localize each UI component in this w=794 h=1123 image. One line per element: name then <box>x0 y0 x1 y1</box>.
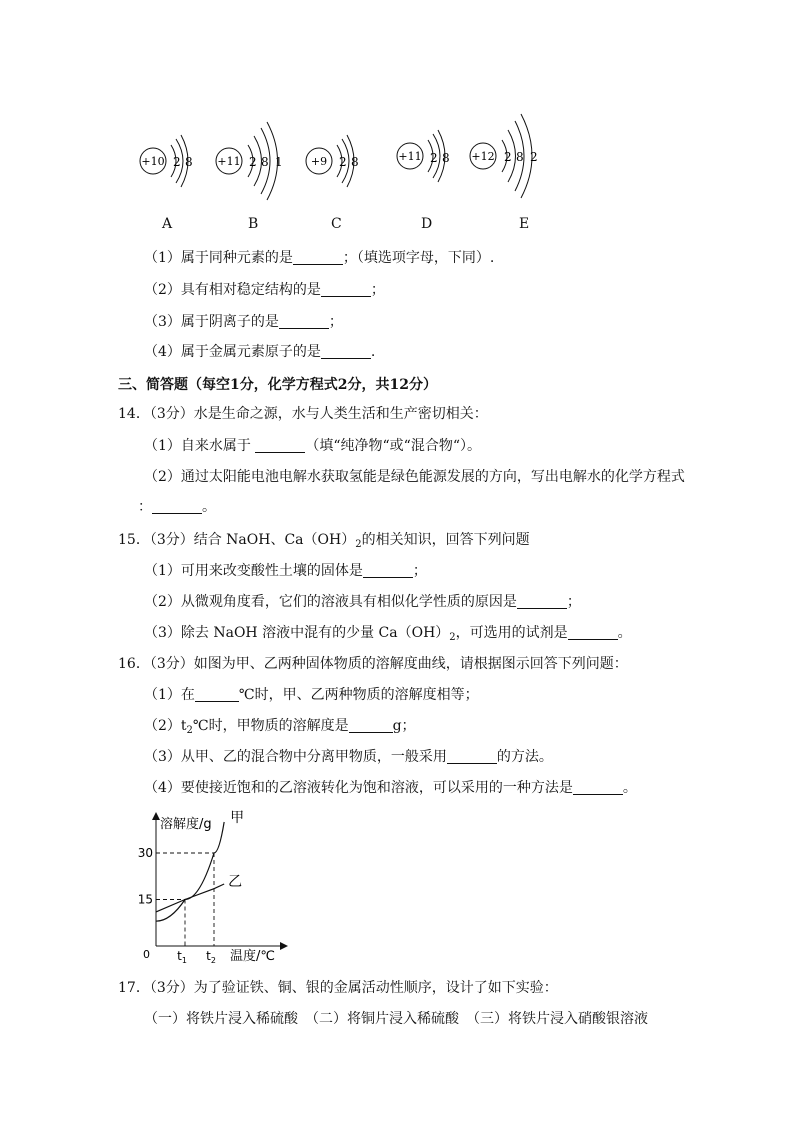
q16-part-2: $(2)t_2℃$时，甲物质的溶解度是 g； <box>144 718 416 736</box>
answer-blank[interactable] <box>321 344 371 359</box>
shell-electrons: 2 <box>430 151 438 165</box>
q15-part-3: （3）除去 NaOH 溶液中混有的少量 $Ca(OH)_2$，可选用的试剂是 。 <box>144 625 632 643</box>
q17-experiments: （一）将铁片浸入稀硫酸 （二）将铜片浸入稀硫酸 （三）将铁片浸入硝酸银溶液 <box>144 1011 648 1027</box>
shell-electrons: 2 <box>530 150 538 164</box>
answer-blank[interactable] <box>363 563 413 578</box>
answer-blank[interactable] <box>349 718 393 733</box>
q13-part-4: （4）属于金属元素原子的是 . <box>144 344 376 360</box>
nucleus-charge: +9 <box>310 155 328 168</box>
answer-blank[interactable] <box>293 250 343 265</box>
series-label-yi: 乙 <box>228 874 243 890</box>
q15-stem: 15．（3分）结合 NaOH、$Ca(OH)_2$的相关知识，回答下列问题 <box>118 532 530 550</box>
answer-blank[interactable] <box>517 594 567 609</box>
y-axis-arrow <box>152 812 160 820</box>
atom-b <box>213 114 291 208</box>
shell-electrons: 8 <box>185 155 193 169</box>
atom-c <box>304 126 366 202</box>
shell-electrons: 2 <box>173 155 181 169</box>
atom-label-e: E <box>519 216 530 232</box>
x-axis-label: 温度/℃ <box>230 949 275 964</box>
nucleus-charge: +10 <box>141 155 165 168</box>
q17-stem: 17．（3分）为了验证铁、铜、银的金属活动性顺序，设计了如下实验： <box>118 980 558 996</box>
x-tick-label: $t_1$ <box>177 949 187 965</box>
shell-electrons: 2 <box>339 155 347 169</box>
q13-part-1: （1）属于同种元素的是 ；（填选项字母，下同）. <box>144 250 495 266</box>
shell-electrons: 8 <box>261 155 269 169</box>
atom-a <box>138 126 200 202</box>
series-label-jia: 甲 <box>230 810 245 826</box>
shell-electrons: 2 <box>249 155 257 169</box>
origin-label: 0 <box>143 948 150 961</box>
shell-electrons: 2 <box>504 150 512 164</box>
q16-part-3: （3）从甲、乙的混合物中分离甲物质，一般采用 的方法。 <box>144 749 553 765</box>
q16-part-1: （1）在 ℃时，甲、乙两种物质的溶解度相等； <box>144 687 479 703</box>
shell-electrons: 8 <box>351 155 359 169</box>
answer-blank[interactable] <box>152 499 202 514</box>
nucleus-charge: +11 <box>217 155 241 168</box>
answer-blank[interactable] <box>321 282 371 297</box>
q16-stem: 16．（3分）如图为甲、乙两种固体物质的溶解度曲线，请根据图示回答下列问题： <box>118 656 628 672</box>
y-tick-label: 30 <box>137 846 153 860</box>
nucleus-charge: +11 <box>398 150 422 163</box>
atom-d <box>393 122 459 198</box>
solubility-chart <box>130 808 300 966</box>
atom-label-a: A <box>162 216 173 232</box>
q13-part-2: （2）具有相对稳定结构的是 ； <box>144 282 385 298</box>
y-axis-label: 溶解度/g <box>160 817 212 832</box>
q15-part-1: （1）可用来改变酸性土壤的固体是 ； <box>144 563 427 579</box>
curve-jia <box>156 822 224 921</box>
answer-blank[interactable] <box>255 438 305 453</box>
answer-blank[interactable] <box>568 625 618 640</box>
nucleus-charge: +12 <box>471 150 495 163</box>
atom-e <box>466 108 546 206</box>
shell-electrons: 1 <box>275 155 283 169</box>
q14-part-2: （2）通过太阳能电池电解水获取氢能是绿色能源发展的方向，写出电解水的化学方程式 <box>144 469 685 485</box>
atom-label-b: B <box>248 216 259 232</box>
q16-part-4: （4）要使接近饱和的乙溶液转化为饱和溶液，可以采用的一种方法是 。 <box>144 780 637 796</box>
q14-part-1: （1）自来水属于 （填“纯净物“或“混合物“）。 <box>144 438 481 454</box>
q15-part-2: （2）从微观角度看，它们的溶液具有相似化学性质的原因是 ； <box>144 594 581 610</box>
answer-blank[interactable] <box>279 314 329 329</box>
answer-blank[interactable] <box>447 749 497 764</box>
section-heading: 三、简答题（每空1分，化学方程式2分，共12分） <box>118 377 437 393</box>
shell-electrons: 8 <box>516 150 524 164</box>
atom-label-d: D <box>421 216 433 232</box>
x-axis-arrow <box>280 942 288 950</box>
atom-label-c: C <box>331 216 342 232</box>
q13-part-3: （3）属于阴离子的是 ； <box>144 314 343 330</box>
answer-blank[interactable] <box>195 687 239 702</box>
shell-electrons: 8 <box>442 151 450 165</box>
q14-stem: 14．（3分）水是生命之源，水与人类生活和生产密切相关： <box>118 406 488 422</box>
q14-part-2-cont: ： 。 <box>138 499 216 515</box>
answer-blank[interactable] <box>573 780 623 795</box>
x-tick-label: $t_2$ <box>206 949 216 965</box>
y-tick-label: 15 <box>137 892 153 907</box>
